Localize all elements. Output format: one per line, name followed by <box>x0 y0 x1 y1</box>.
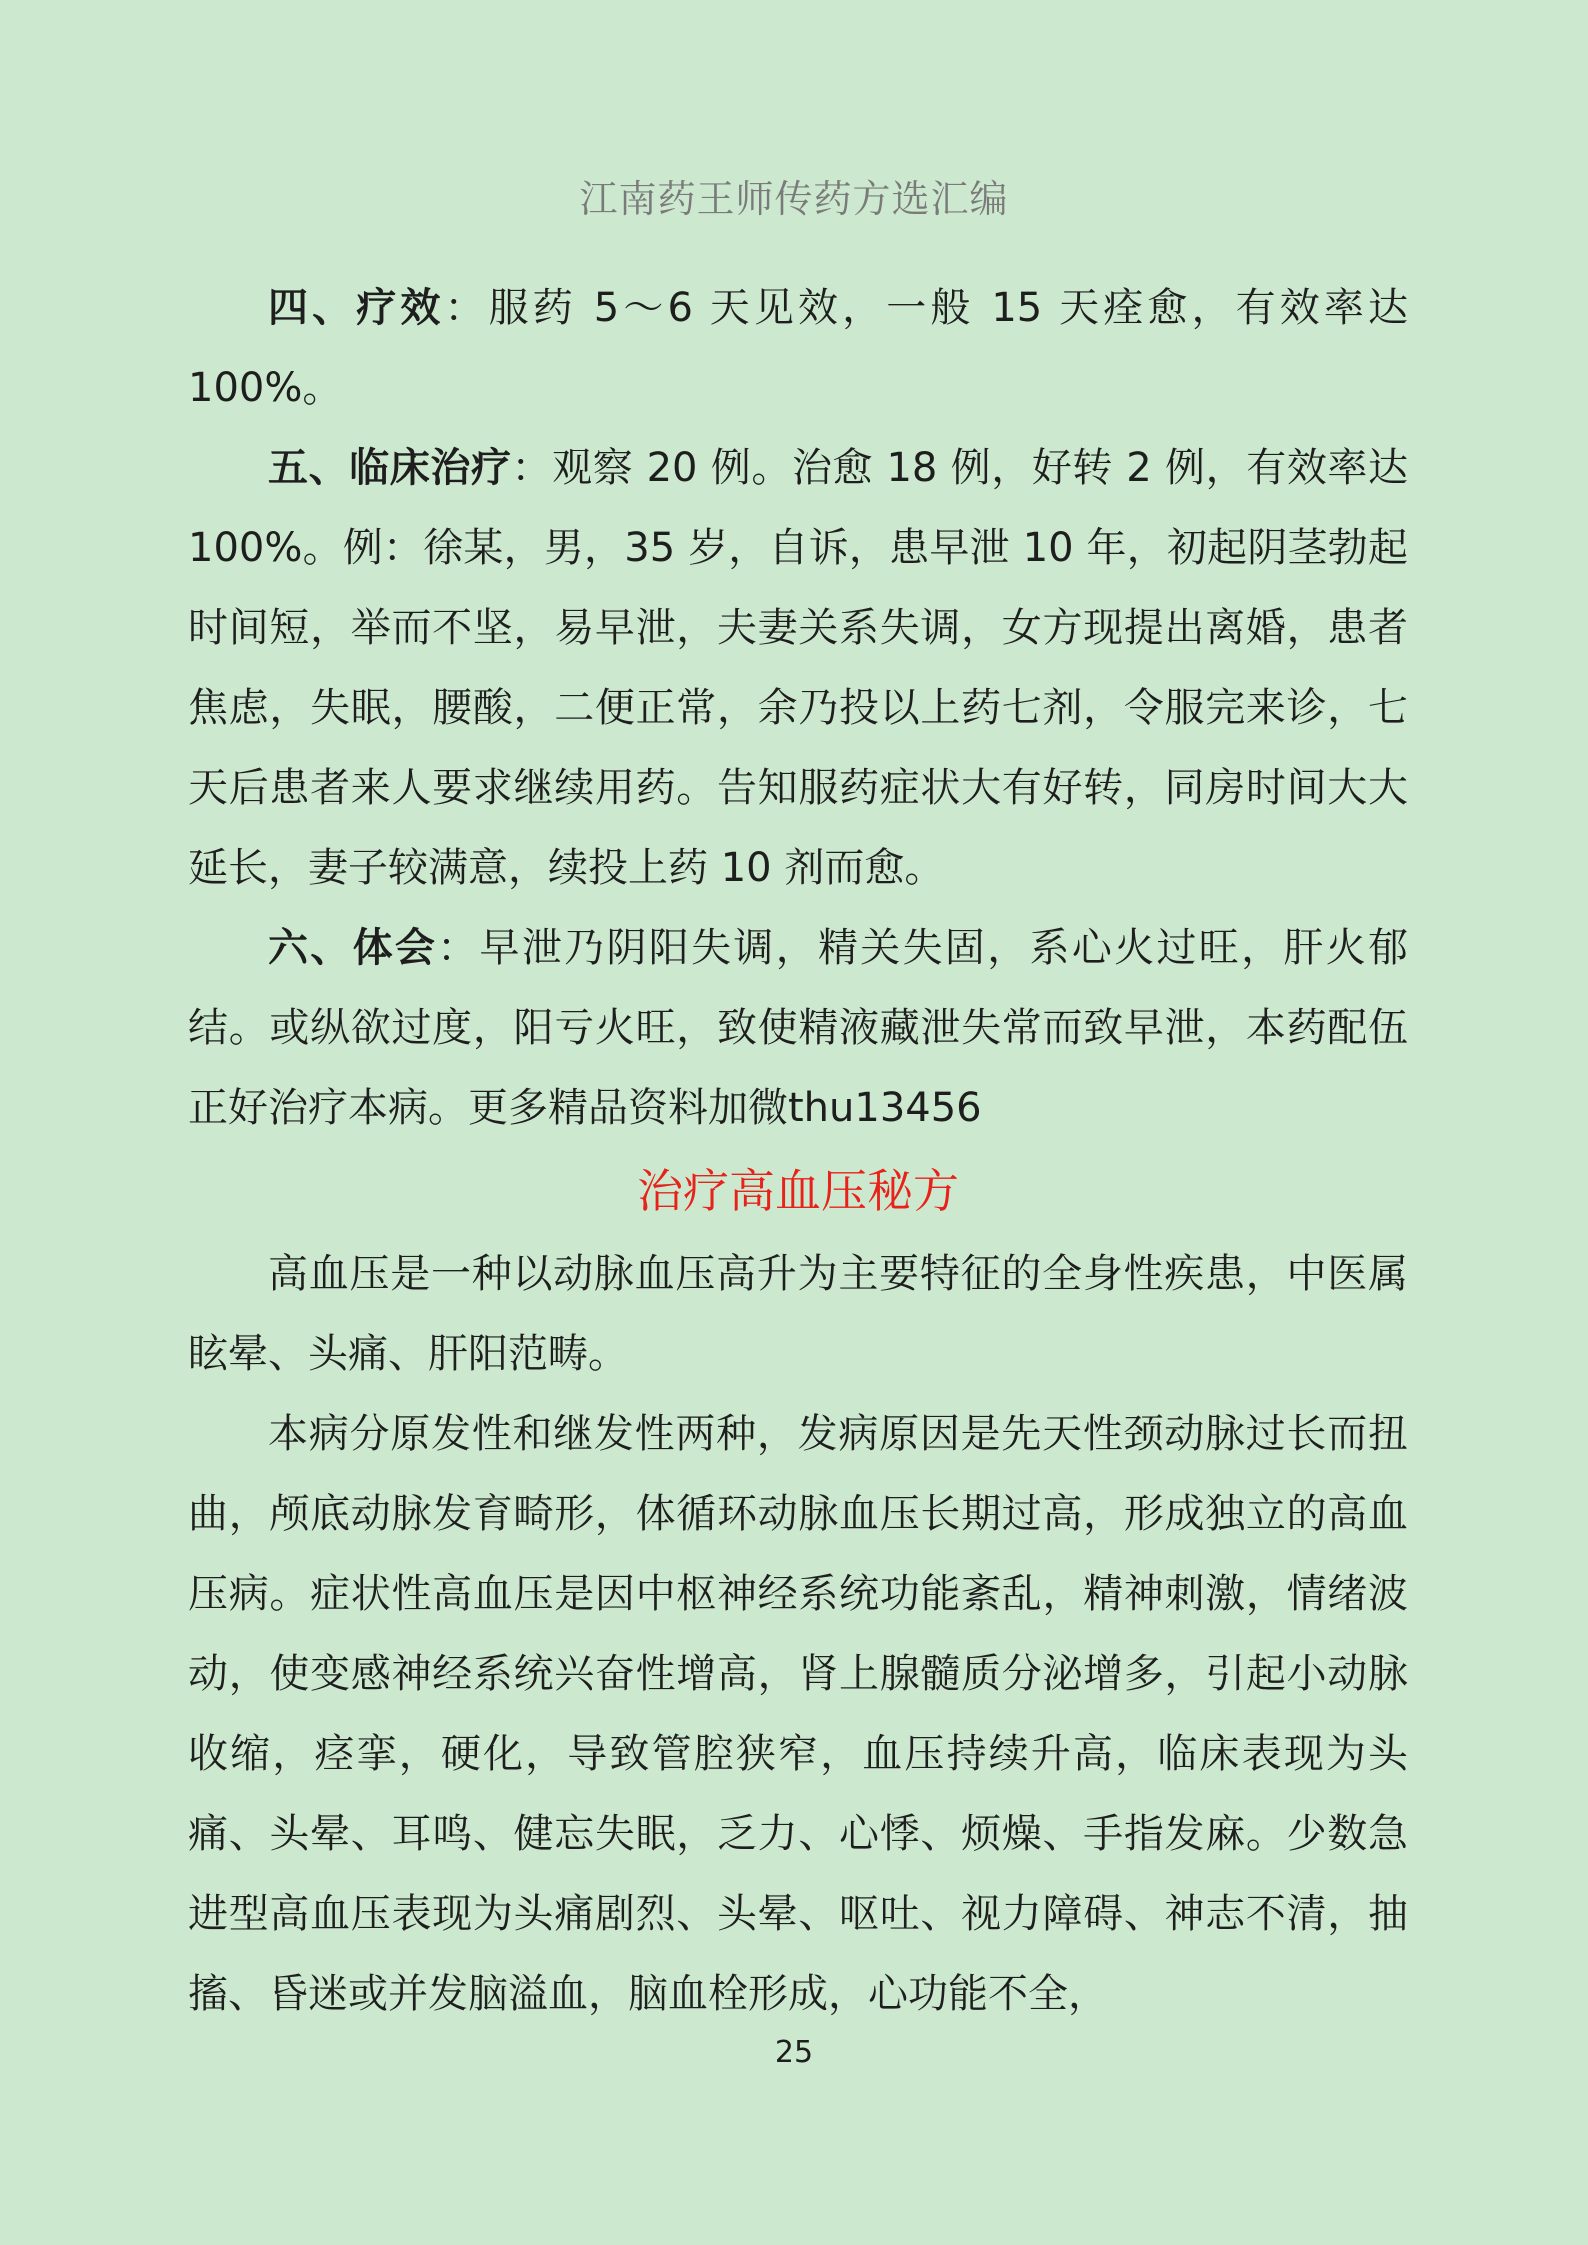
paragraph-text: ：早泄乃阴阳失调，精关失固，系心火过旺，肝火郁结。或纵欲过度，阳亏火旺，致使精液藏泄失常而致早泄，本药配伍正好治疗本病。更多精品资料加微thu13456 <box>188 925 1409 1131</box>
paragraph-efficacy <box>188 268 1408 428</box>
paragraph-text: ：服药 5～6 天见效，一般 15 天痊愈，有效率达 100%。 <box>188 285 1409 411</box>
paragraph-hypertension-causes: 本病分原发性和继发性两种，发病原因是先天性颈动脉过长而扭曲，颅底动脉发育畸形，体循环动脉血压长期过高，形成独立的高血压病。症状性高血压是因中枢神经系统功能紊乱，精神刺激，情绪波动，使变感神经系统兴奋性增高，肾上腺髓质分泌增多，引起小动脉收缩，痉挛，硬化，导致管腔狭窄，血压持续升高，临床表现为头痛、头晕、耳鸣、健忘失眠，乏力、心悸、烦燥、手指发麻。少数急进型高血压表现为头痛剧烈、头晕、呕吐、视力障碍、神志不清，抽搐、昏迷或并发脑溢血，脑血栓形成，心功能不全， <box>188 1411 1408 2017</box>
paragraph-label: 五、临床治疗 <box>268 445 512 491</box>
section-title: 治疗高血压秘方 <box>637 1164 959 1218</box>
paragraph-label: 四、疗效 <box>268 285 445 331</box>
body-text <box>188 268 1408 2034</box>
paragraph-hypertension-intro: 高血压是一种以动脉血压高升为主要特征的全身性疾患，中医属眩晕、头痛、肝阳范畴。 <box>188 1251 1408 1377</box>
page-number: 25 <box>774 2035 814 2070</box>
paragraph-label: 六、体会 <box>268 925 438 971</box>
paragraph-text: ：观察 20 例。治愈 18 例，好转 2 例，有效率达 100%。例：徐某，男，35 岁，自诉，患早泄 10 年，初起阴茎勃起时间短，举而不坚，易早泄，夫妻关系失调，女方现提出离婚，患者焦虑，失眠，腰酸，二便正常，余乃投以上药七剂，令服完来诊，七天后患者来人要求继续用药。告知服药症状大有好转，同房时间大大延长，妻子较满意，续投上药 10 剂而愈。 <box>188 445 1408 891</box>
paragraph-clinical-treatment <box>188 428 1408 908</box>
running-header: 江南药王师传药方选汇编 <box>579 177 1009 221</box>
paragraph-experience <box>188 908 1408 1148</box>
